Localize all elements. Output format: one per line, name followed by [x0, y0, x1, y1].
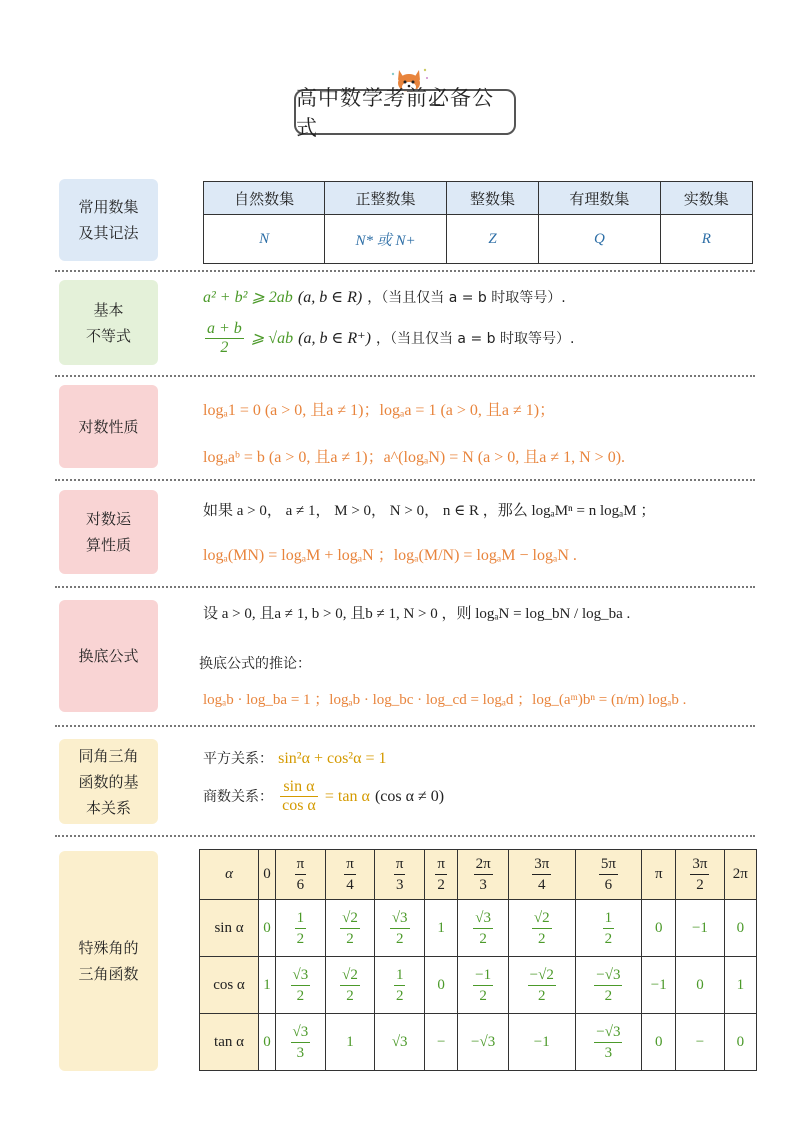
table-row [200, 1014, 757, 1071]
value-cell: √3 [375, 1014, 425, 1071]
fraction-numerator: 1 [394, 965, 406, 986]
value-cell: 0 [425, 957, 458, 1014]
log-props-line-1: logₐ1 = 0 (a > 0, 且a ≠ 1)；logₐa = 1 (a > 0, 且a ≠ 1)； [203, 402, 556, 419]
label-text: 常用数集 及其记法 [78, 198, 139, 242]
inequality-line-2 [203, 320, 574, 357]
log-ops-line-2: logₐ(MN) = logₐM + logₐN ；logₐ(M/N) = logₐM − logₐN . [203, 547, 577, 564]
angle-cell: 0 [259, 850, 276, 900]
value-cell: − [425, 1014, 458, 1071]
value-cell [458, 900, 509, 957]
section-label-trig-relations [59, 739, 158, 824]
inequality-note: ，（当且仅当 a = b 时取等号）. [367, 290, 566, 306]
fraction-denominator: 3 [395, 877, 404, 893]
fraction-numerator: √2 [340, 965, 360, 986]
value-cell: 0 [724, 900, 756, 957]
fraction-denominator: 2 [479, 930, 487, 947]
value-cell: 0 [259, 1014, 276, 1071]
log-props-line-2: logₐaᵇ = b (a > 0, 且a ≠ 1)；a^(logₐN) = N (a > 0, 且a ≠ 1, N > 0). [203, 449, 626, 466]
change-base-line-3: logₐb · log_ba = 1 ；logₐb · log_bc · log_cd = logₐd ；log_(aᵐ)bⁿ = (n/m) logₐb . [203, 692, 687, 708]
fraction-denominator: 2 [537, 987, 546, 1004]
fraction [532, 908, 552, 949]
fraction-numerator: 3π [690, 854, 709, 875]
fraction [394, 854, 406, 895]
page-title: 高中数学考前必备公式 [296, 86, 494, 140]
value-cell: 1 [325, 1014, 375, 1071]
change-base-line-1: 设 a > 0, 且a ≠ 1, b > 0, 且b ≠ 1, N > 0 ，则 logₐN = log_bN / log_ba . [203, 606, 631, 622]
value-cell: 1 [425, 900, 458, 957]
label-text: 同角三角 函数的基 本关系 [78, 746, 139, 817]
angle-cell [276, 850, 326, 900]
section-label-change-base [59, 600, 158, 712]
log-ops-line-1: 如果 a > 0， a ≠ 1， M > 0， N > 0， n ∈ R ，那么 logₐMⁿ = n logₐM ； [203, 503, 656, 519]
fraction [690, 854, 709, 895]
fraction-denominator: 3 [604, 1044, 613, 1061]
header-cell: 实数集 [660, 182, 752, 215]
value-cell: 1 [724, 957, 756, 1014]
fraction [291, 965, 311, 1006]
set-symbol-rational: Q [539, 215, 660, 264]
value-cell [508, 957, 575, 1014]
square-label: 平方关系： [203, 751, 273, 767]
value-cell [325, 900, 375, 957]
change-base-line-2: 换底公式的推论： [199, 656, 311, 672]
fraction-denominator: 2 [296, 987, 305, 1004]
fraction-numerator: π [435, 854, 447, 875]
set-symbol-natural: N [204, 215, 325, 264]
fraction-numerator: a + b [207, 320, 242, 337]
fraction-numerator: √3 [291, 1022, 311, 1043]
value-cell [325, 957, 375, 1014]
value-cell [575, 1014, 642, 1071]
fraction-numerator: sin α [280, 778, 318, 797]
value-cell [375, 957, 425, 1014]
fraction-numerator: 5π [599, 854, 618, 875]
label-text: 换底公式 [78, 647, 139, 665]
fraction-denominator: 6 [604, 877, 613, 893]
fraction-denominator: 4 [537, 877, 546, 893]
fraction-denominator: 3 [479, 877, 487, 893]
fraction [528, 965, 556, 1006]
divider [55, 270, 755, 272]
set-symbol-real: R [660, 215, 752, 264]
fraction-numerator: −1 [473, 965, 493, 986]
table-header-row [204, 182, 753, 215]
divider [55, 586, 755, 588]
angle-cell [575, 850, 642, 900]
value-cell: −1 [508, 1014, 575, 1071]
table-row [204, 215, 753, 264]
divider [55, 375, 755, 377]
fraction [295, 854, 307, 895]
fraction [344, 854, 356, 895]
value-cell [575, 957, 642, 1014]
angle-header-cell: α [200, 850, 259, 900]
fraction [474, 854, 493, 895]
fraction-numerator: √2 [340, 908, 360, 929]
value-cell: 0 [724, 1014, 756, 1071]
fraction-numerator: 1 [603, 908, 615, 929]
fraction-denominator: 6 [296, 877, 305, 893]
value-cell: −1 [676, 900, 724, 957]
fraction [603, 908, 615, 949]
section-label-special-angles [59, 851, 158, 1071]
inequality-condition: (a, b ∈ R) [297, 289, 363, 306]
square-relation [203, 748, 387, 768]
fraction-denominator: 2 [537, 930, 546, 947]
section-label-log-ops [59, 490, 158, 574]
value-cell: 0 [259, 900, 276, 957]
fraction-denominator: 2 [479, 987, 487, 1004]
table-row [200, 900, 757, 957]
fraction-denominator: 2 [604, 930, 613, 947]
fraction [473, 908, 493, 949]
angle-cell: π [642, 850, 676, 900]
value-cell [276, 957, 326, 1014]
section-label-inequality [59, 280, 158, 365]
fraction [340, 908, 360, 949]
divider [55, 479, 755, 481]
fraction [295, 908, 307, 949]
fraction-denominator: 2 [437, 877, 445, 893]
fraction-numerator: 1 [295, 908, 307, 929]
value-cell: 0 [642, 1014, 676, 1071]
angle-cell: 2π [724, 850, 756, 900]
value-cell [276, 900, 326, 957]
header-cell: 整数集 [446, 182, 538, 215]
fraction-numerator: −√2 [528, 965, 556, 986]
header-cell: 正整数集 [325, 182, 447, 215]
mean-fraction [205, 320, 244, 357]
label-text: 基本 不等式 [85, 300, 131, 345]
angle-header-row [200, 850, 757, 900]
fraction-denominator: 2 [395, 987, 404, 1004]
label-text: 对数性质 [78, 417, 139, 436]
angle-cell [375, 850, 425, 900]
angle-cell [508, 850, 575, 900]
number-sets-table [203, 181, 753, 264]
section-label-log-props [59, 385, 158, 468]
row-header-sin: sin α [200, 900, 259, 957]
fraction [390, 908, 410, 949]
fraction-numerator: 2π [474, 854, 493, 875]
quotient-fraction [280, 778, 318, 815]
row-header-cos: cos α [200, 957, 259, 1014]
fraction-numerator: √3 [390, 908, 410, 929]
value-cell [458, 957, 509, 1014]
page-title-box [294, 86, 516, 140]
set-symbol-integer: Z [446, 215, 538, 264]
table-row [200, 957, 757, 1014]
angle-cell [325, 850, 375, 900]
fraction-denominator: 4 [346, 877, 354, 893]
label-text: 特殊角的 三角函数 [78, 939, 139, 983]
fraction [340, 965, 360, 1006]
quotient-label: 商数关系： [203, 789, 273, 805]
value-cell: 0 [676, 957, 724, 1014]
fraction-numerator: π [394, 854, 406, 875]
fraction-denominator: 2 [696, 877, 704, 893]
quotient-rhs: = tan α [324, 788, 370, 805]
value-cell: −1 [642, 957, 676, 1014]
row-header-tan: tan α [200, 1014, 259, 1071]
fraction-numerator: π [344, 854, 356, 875]
inequality-note-2: ，（当且仅当 a = b 时取等号）. [375, 331, 575, 347]
value-cell [276, 1014, 326, 1071]
fraction-numerator: −√3 [594, 1022, 622, 1043]
value-cell [375, 900, 425, 957]
label-text: 对数运 算性质 [85, 510, 131, 554]
value-cell: −√3 [458, 1014, 509, 1071]
fraction-numerator: √3 [473, 908, 493, 929]
fraction-denominator: 2 [346, 987, 354, 1004]
quotient-condition: (cos α ≠ 0) [374, 788, 445, 805]
fraction-denominator: 3 [296, 1044, 305, 1061]
fraction-numerator: 3π [532, 854, 551, 875]
set-symbol-positive: N* 或 N+ [325, 215, 447, 264]
fraction [291, 1022, 311, 1063]
section-label-number-sets [59, 179, 158, 261]
value-cell [575, 900, 642, 957]
fraction-denominator: 2 [395, 930, 404, 947]
fraction-denominator: 2 [604, 987, 613, 1004]
fraction-denominator: 2 [296, 930, 305, 947]
angle-cell [425, 850, 458, 900]
value-cell [508, 900, 575, 957]
fraction [394, 965, 406, 1006]
fraction-numerator: √2 [532, 908, 552, 929]
header-cell: 有理数集 [539, 182, 660, 215]
square-formula: sin²α + cos²α = 1 [278, 750, 387, 767]
value-cell: − [676, 1014, 724, 1071]
fraction [532, 854, 551, 895]
fraction-denominator: 2 [220, 339, 229, 356]
fraction-numerator: −√3 [594, 965, 622, 986]
fraction [594, 1022, 622, 1063]
fraction [435, 854, 447, 895]
inequality-formula: a² + b² ⩾ 2ab [203, 289, 293, 306]
quotient-relation [203, 778, 444, 815]
divider [55, 835, 755, 837]
fraction-numerator: √3 [291, 965, 311, 986]
inequality-rhs: ⩾ √ab [250, 330, 294, 347]
fraction-numerator: π [295, 854, 307, 875]
divider [55, 725, 755, 727]
special-angles-table [199, 849, 757, 1071]
value-cell: 1 [259, 957, 276, 1014]
header-cell: 自然数集 [204, 182, 325, 215]
fraction [594, 965, 622, 1006]
value-cell: 0 [642, 900, 676, 957]
fraction-denominator: cos α [282, 797, 316, 814]
angle-cell [676, 850, 724, 900]
fraction [599, 854, 618, 895]
angle-cell [458, 850, 509, 900]
fraction-denominator: 2 [346, 930, 354, 947]
fraction [473, 965, 493, 1006]
inequality-line-1 [203, 287, 566, 307]
inequality-condition-2: (a, b ∈ R⁺) [298, 330, 371, 347]
